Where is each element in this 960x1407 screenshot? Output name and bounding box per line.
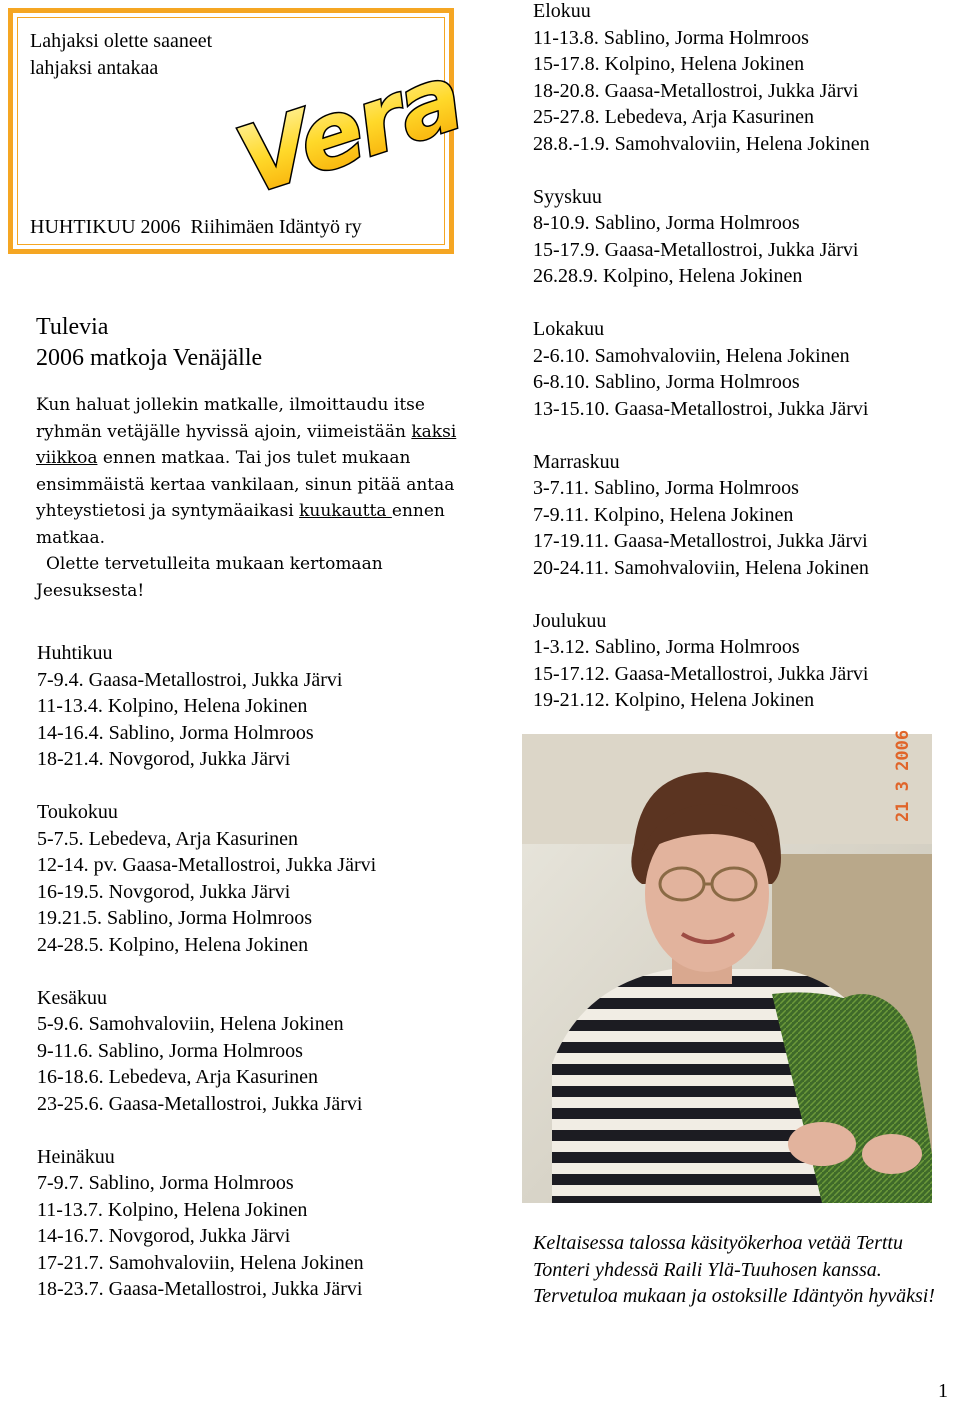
intro-heading-1: Tulevia [36, 314, 109, 340]
photo-date-stamp: 21 3 2006 [893, 729, 913, 822]
trip-entry: 28.8.-1.9. Samohvaloviin, Helena Jokinen [533, 132, 870, 155]
month-block [533, 0, 870, 157]
trip-entry: 14-16.7. Novgorod, Jukka Järvi [37, 1225, 291, 1247]
intro-emphasis-1: kaksi viikkoa [36, 421, 457, 468]
month-block [533, 449, 870, 582]
month-name: Joulukuu [533, 609, 607, 632]
trip-entry: 13-15.10. Gaasa-Metallostroi, Jukka Järvi [533, 397, 869, 420]
month-block [533, 608, 870, 714]
intro-section [36, 312, 476, 604]
month-block [37, 985, 376, 1118]
trip-entry: 15-17.9. Gaasa-Metallostroi, Jukka Järvi [533, 238, 859, 261]
vera-logo-text: Vera [225, 43, 474, 216]
trip-entry: 5-7.5. Lebedeva, Arja Kasurinen [37, 827, 299, 850]
vera-logo [222, 30, 474, 216]
welcome-line-1: Olette tervetulleita mukaan kertomaan [46, 554, 383, 574]
trip-entry: 7-9.4. Gaasa-Metallostroi, Jukka Järvi [37, 668, 343, 691]
month-name: Huhtikuu [37, 642, 113, 664]
month-block [533, 316, 870, 422]
trip-entry: 6-8.10. Sablino, Jorma Holmroos [533, 371, 800, 393]
trip-entry: 26.28.9. Kolpino, Helena Jokinen [533, 265, 803, 287]
trip-entry: 1-3.12. Sablino, Jorma Holmroos [533, 636, 800, 658]
intro-text-3: ennen matkaa. [36, 501, 445, 548]
trip-entry: 11-13.7. Kolpino, Helena Jokinen [37, 1198, 308, 1221]
schedule-right-column [533, 0, 870, 740]
issue-line [30, 216, 362, 239]
trip-entry: 11-13.4. Kolpino, Helena Jokinen [37, 695, 308, 717]
trip-entry: 17-21.7. Samohvaloviin, Helena Jokinen [37, 1251, 364, 1274]
organization-name: Riihimäen Idäntyö ry [190, 216, 362, 238]
month-block [37, 1144, 376, 1303]
trip-entry: 18-21.4. Novgorod, Jukka Järvi [37, 748, 291, 770]
month-name: Syyskuu [533, 185, 602, 208]
month-name: Toukokuu [37, 801, 118, 823]
page-number: 1 [938, 1380, 948, 1402]
month-name: Kesäkuu [37, 986, 107, 1009]
motto-line-1: Lahjaksi olette saaneet [30, 30, 213, 52]
intro-text-2: ennen matkaa. Tai jos tulet mukaan ensimmäistä kertaa vankilaan, sinun pitää antaa yhteystietosi ja syntymäaikasi [36, 448, 455, 521]
photo-caption: Keltaisessa talossa käsityökerhoa vetää Terttu Tonteri yhdessä Raili Ylä-Tuuhosen kanssa. Tervetuloa mukaan ja ostoksille Idäntyön hyväksi! [533, 1232, 935, 1307]
month-name: Heinäkuu [37, 1145, 115, 1168]
month-name: Lokakuu [533, 318, 605, 340]
trip-entry: 18-23.7. Gaasa-Metallostroi, Jukka Järvi [37, 1278, 363, 1300]
month-block [37, 640, 376, 773]
month-block [37, 799, 376, 958]
trip-entry: 14-16.4. Sablino, Jorma Holmroos [37, 721, 314, 744]
motto-line-2: lahjaksi antakaa [30, 57, 159, 79]
trip-entry: 19-21.12. Kolpino, Helena Jokinen [533, 689, 815, 711]
trip-entry: 18-20.8. Gaasa-Metallostroi, Jukka Järvi [533, 79, 859, 102]
trip-entry: 3-7.11. Sablino, Jorma Holmroos [533, 477, 799, 499]
trip-entry: 2-6.10. Samohvaloviin, Helena Jokinen [533, 344, 850, 367]
motto [30, 28, 212, 82]
trip-entry: 16-19.5. Novgorod, Jukka Järvi [37, 880, 291, 903]
month-name: Marraskuu [533, 450, 620, 473]
month-name: Elokuu [533, 0, 591, 22]
intro-emphasis-2: kuukautta [299, 501, 392, 521]
intro-text-1: Kun haluat jollekin matkalle, ilmoittaudu itse ryhmän vetäjälle hyvissä ajoin, viimeistään [36, 395, 425, 442]
trip-entry: 11-13.8. Sablino, Jorma Holmroos [533, 26, 809, 49]
intro-heading-2: 2006 matkoja Venäjälle [36, 345, 263, 371]
trip-entry: 19.21.5. Sablino, Jorma Holmroos [37, 907, 312, 929]
issue-date: HUHTIKUU 2006 [30, 216, 181, 238]
trip-entry: 15-17.8. Kolpino, Helena Jokinen [533, 53, 805, 75]
schedule-left-column [37, 640, 376, 1329]
trip-entry: 8-10.9. Sablino, Jorma Holmroos [533, 212, 800, 234]
trip-entry: 7-9.7. Sablino, Jorma Holmroos [37, 1172, 294, 1194]
trip-entry: 7-9.11. Kolpino, Helena Jokinen [533, 503, 794, 526]
welcome-line-2: Jeesuksesta! [36, 580, 145, 601]
trip-entry: 17-19.11. Gaasa-Metallostroi, Jukka Järvi [533, 530, 868, 552]
trip-entry: 23-25.6. Gaasa-Metallostroi, Jukka Järvi [37, 1092, 363, 1115]
trip-entry: 25-27.8. Lebedeva, Arja Kasurinen [533, 106, 815, 128]
intro-paragraph [36, 392, 476, 551]
trip-entry: 20-24.11. Samohvaloviin, Helena Jokinen [533, 556, 869, 579]
trip-entry: 16-18.6. Lebedeva, Arja Kasurinen [37, 1066, 319, 1088]
trip-entry: 9-11.6. Sablino, Jorma Holmroos [37, 1039, 303, 1062]
month-block [533, 184, 870, 290]
trip-entry: 15-17.12. Gaasa-Metallostroi, Jukka Järvi [533, 662, 869, 685]
trip-entry: 12-14. pv. Gaasa-Metallostroi, Jukka Järvi [37, 854, 377, 876]
trip-entry: 5-9.6. Samohvaloviin, Helena Jokinen [37, 1013, 344, 1035]
photo-craft-club [522, 729, 932, 1203]
trip-entry: 24-28.5. Kolpino, Helena Jokinen [37, 933, 309, 956]
